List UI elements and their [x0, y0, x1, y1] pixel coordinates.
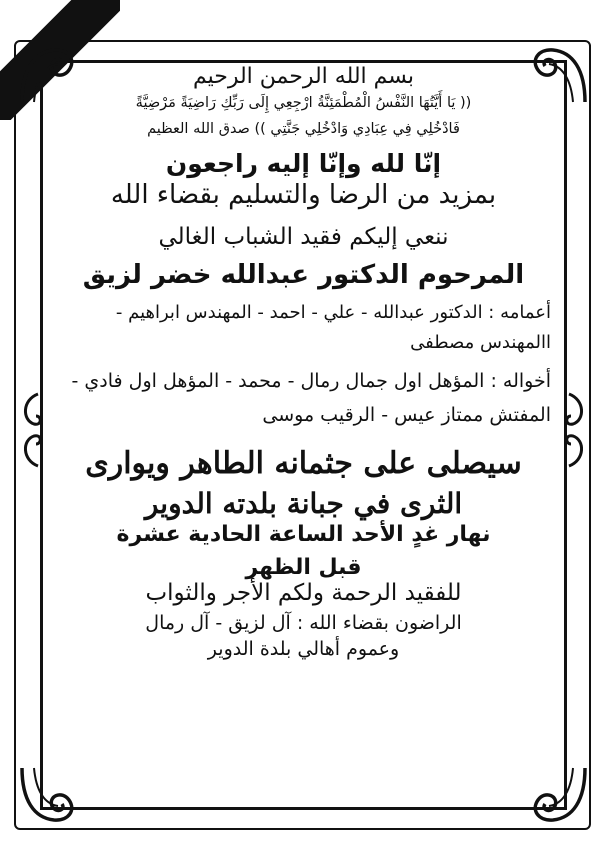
quran-verse-line-2: فَادْخُلِي فِي عِبَادِي وَادْخُلِي جَنَّتِي )) صدق الله العظيم [147, 121, 460, 137]
time-line-1: نهار غدٍ الأحد الساعة الحادية عشرة [116, 522, 491, 547]
side-ornament-right [561, 390, 591, 470]
side-ornament-left [16, 390, 46, 470]
intro-line-1: بمزيد من الرضا والتسليم بقضاء الله [110, 180, 497, 210]
corner-ornament-bottom-right [523, 760, 593, 830]
signers-line-2: وعموم أهالي بلدة الدوير [207, 638, 400, 660]
condolence-line: للفقيد الرحمة ولكم الأجر والثواب [145, 580, 462, 606]
deceased-name: المرحوم الدكتور عبدالله خضر لزيق [82, 260, 525, 290]
maternal-uncles-list: أخواله : المؤهل اول جمال رمال - محمد - المؤهل اول فادي - المفتش ممتاز عيس - الرقيب موسى [71, 370, 551, 426]
corner-ornament-bottom-left [14, 760, 84, 830]
basmala: بسم الله الرحمن الرحيم [192, 64, 415, 89]
quran-verse-line-1: (( يَا أَيَّتُهَا النَّفْسُ الْمُطْمَئِنَّةُ ارْجِعِي إِلَى رَبِّكِ رَاضِيَةً مَرْضِيَّةً [135, 95, 472, 111]
uncles-list: أعمامه : الدكتور عبدالله - علي - احمد - المهندس ابراهيم - االمهندس مصطفى [115, 302, 551, 353]
obituary-content [50, 64, 557, 660]
intro-line-2: ننعي إليكم فقيد الشباب الغالي [158, 224, 449, 250]
title: إنّا لله وإنّا إليه راجعون [165, 149, 442, 178]
funeral-line-2: الثرى في جبانة بلدته الدوير [144, 487, 463, 520]
signers-line-1: الراضون بقضاء الله : آل لزيق - آل رمال [145, 612, 462, 634]
funeral-line-1: سيصلى على جثمانه الطاهر ويوارى [85, 446, 522, 481]
time-line-2: قبل الظهر [245, 555, 362, 580]
